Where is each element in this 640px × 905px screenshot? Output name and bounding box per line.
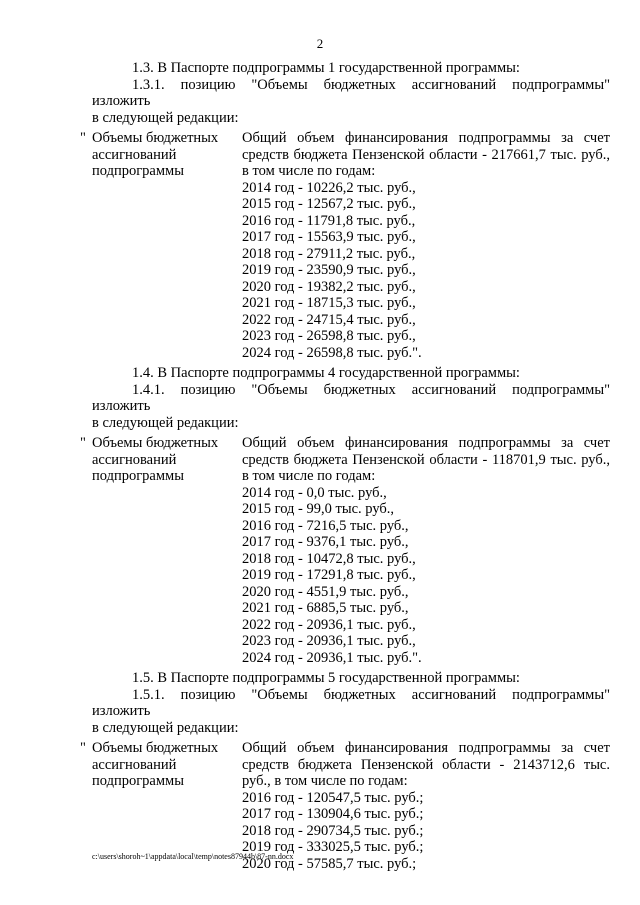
row-value bbox=[242, 740, 610, 872]
year-line: 2024 год - 26598,8 тыс. руб.". bbox=[242, 344, 422, 361]
year-line: 2015 год - 12567,2 тыс. руб., bbox=[242, 196, 416, 212]
year-line: 2018 год - 10472,8 тыс. руб., bbox=[242, 550, 416, 567]
year-line: 2017 год - 15563,9 тыс. руб., bbox=[242, 229, 416, 245]
row-label bbox=[92, 435, 234, 485]
row-value bbox=[242, 435, 610, 666]
row-label bbox=[92, 740, 234, 790]
year-line: 2016 год - 120547,5 тыс. руб.; bbox=[242, 789, 424, 806]
row-label-line: подпрограммы bbox=[92, 773, 184, 789]
section-1-3 bbox=[80, 60, 610, 361]
year-line: 2019 год - 17291,8 тыс. руб., bbox=[242, 567, 416, 583]
section-instruction: 1.3.1. позицию "Объемы бюджетных ассигнований подпрограммы" изложить bbox=[92, 76, 610, 109]
year-line: 2014 год - 10226,2 тыс. руб., bbox=[242, 179, 416, 196]
passport-row bbox=[80, 130, 610, 361]
funding-total: Общий объем финансирования подпрограммы за счет средств бюджета Пензенской области - 2143712,6 тыс. руб., в том числе по годам: bbox=[242, 740, 610, 789]
year-line: 2021 год - 6885,5 тыс. руб., bbox=[242, 600, 409, 616]
section-heading: 1.5. В Паспорте подпрограммы 5 государственной программы: bbox=[132, 670, 520, 686]
year-line: 2023 год - 26598,8 тыс. руб., bbox=[242, 328, 416, 344]
year-line: 2016 год - 7216,5 тыс. руб., bbox=[242, 517, 409, 534]
year-line: 2024 год - 20936,1 тыс. руб.". bbox=[242, 649, 422, 666]
section-instruction: 1.5.1. позицию "Объемы бюджетных ассигнований подпрограммы" изложить bbox=[92, 686, 610, 719]
row-label-line: Объемы бюджетных bbox=[92, 435, 219, 451]
year-line: 2020 год - 4551,9 тыс. руб., bbox=[242, 583, 409, 600]
year-line: 2020 год - 57585,7 тыс. руб.; bbox=[242, 855, 417, 872]
row-value bbox=[242, 130, 610, 361]
year-line: 2020 год - 19382,2 тыс. руб., bbox=[242, 278, 416, 295]
year-line: 2022 год - 24715,4 тыс. руб., bbox=[242, 311, 416, 328]
row-label-line: Объемы бюджетных bbox=[92, 130, 219, 146]
year-line: 2014 год - 0,0 тыс. руб., bbox=[242, 484, 387, 501]
year-line: 2016 год - 11791,8 тыс. руб., bbox=[242, 212, 416, 229]
section-1-4 bbox=[80, 365, 610, 666]
page-number: 2 bbox=[316, 36, 324, 51]
section-heading: 1.3. В Паспорте подпрограммы 1 государственной программы: bbox=[132, 60, 520, 76]
row-label-line: ассигнований bbox=[92, 146, 177, 163]
year-line: 2018 год - 27911,2 тыс. руб., bbox=[242, 245, 416, 262]
year-line: 2018 год - 290734,5 тыс. руб.; bbox=[242, 822, 424, 839]
year-line: 2022 год - 20936,1 тыс. руб., bbox=[242, 616, 416, 633]
section-instruction-cont: в следующей редакции: bbox=[92, 109, 239, 126]
year-line: 2015 год - 99,0 тыс. руб., bbox=[242, 501, 395, 517]
passport-row bbox=[80, 435, 610, 666]
opening-quote: " bbox=[80, 740, 86, 756]
opening-quote: " bbox=[80, 130, 86, 146]
row-label-line: подпрограммы bbox=[92, 468, 184, 484]
row-label-line: подпрограммы bbox=[92, 163, 184, 179]
section-1-5 bbox=[80, 670, 610, 872]
row-label-line: Объемы бюджетных bbox=[92, 740, 219, 756]
year-line: 2017 год - 9376,1 тыс. руб., bbox=[242, 534, 409, 550]
year-line: 2023 год - 20936,1 тыс. руб., bbox=[242, 633, 416, 649]
opening-quote: " bbox=[80, 435, 86, 451]
row-label-line: ассигнований bbox=[92, 756, 177, 773]
section-instruction-cont: в следующей редакции: bbox=[92, 414, 239, 431]
document-body bbox=[80, 60, 610, 876]
file-path-footer: c:\users\shoroh~1\appdata\local\temp\notes87944b\87-nn.docx bbox=[92, 852, 294, 861]
section-instruction: 1.4.1. позицию "Объемы бюджетных ассигнований подпрограммы" изложить bbox=[92, 381, 610, 414]
section-heading: 1.4. В Паспорте подпрограммы 4 государственной программы: bbox=[132, 365, 520, 381]
row-label bbox=[92, 130, 234, 180]
funding-total: Общий объем финансирования подпрограммы за счет средств бюджета Пензенской области - 217661,7 тыс. руб., в том числе по годам: bbox=[242, 130, 610, 179]
year-line: 2019 год - 23590,9 тыс. руб., bbox=[242, 262, 416, 278]
year-line: 2017 год - 130904,6 тыс. руб.; bbox=[242, 806, 424, 822]
year-line: 2019 год - 333025,5 тыс. руб.; bbox=[242, 839, 424, 855]
year-line: 2021 год - 18715,3 тыс. руб., bbox=[242, 295, 416, 311]
section-instruction-cont: в следующей редакции: bbox=[92, 719, 239, 736]
row-label-line: ассигнований bbox=[92, 451, 177, 468]
funding-total: Общий объем финансирования подпрограммы за счет средств бюджета Пензенской области - 118701,9 тыс. руб., в том числе по годам: bbox=[242, 435, 610, 484]
